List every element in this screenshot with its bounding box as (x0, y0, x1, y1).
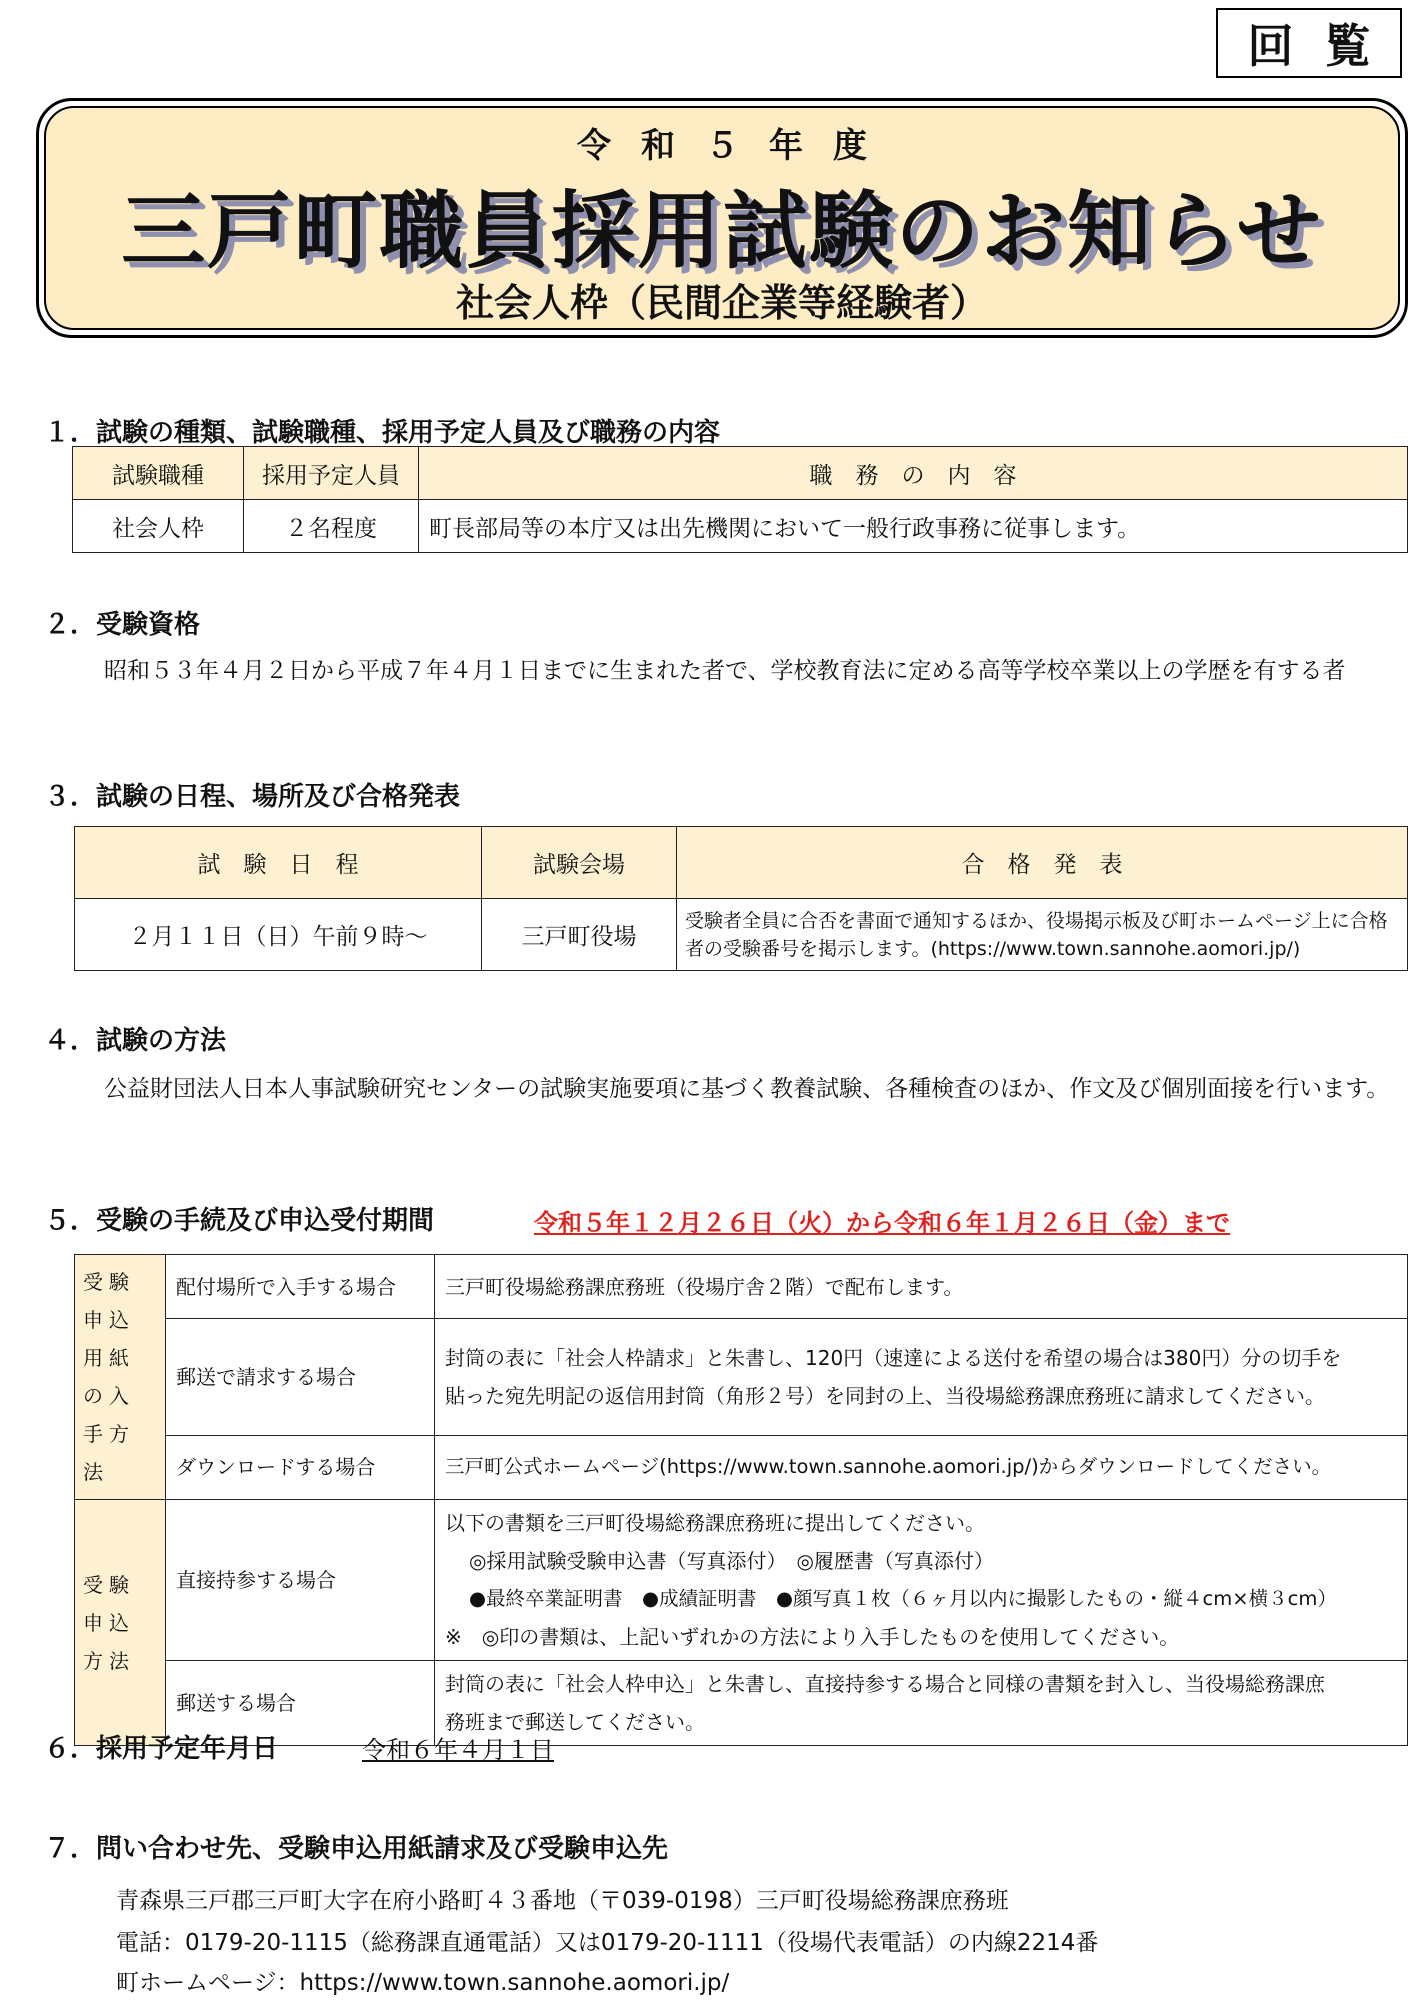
section5-table (74, 1254, 1408, 1746)
section4-text-block (80, 1070, 1410, 1108)
s3-cell-date: ２月１１日（日）午前９時～ (75, 899, 482, 971)
s5-group2-label: 受験申込方法 (75, 1500, 166, 1746)
s5-group1-label: 受験申込用紙の入手方法 (75, 1255, 166, 1500)
s5-r2-cell (435, 1319, 1408, 1435)
contact-address: 青森県三戸郡三戸町大字在府小路町４３番地（〒039-0198）三戸町役場総務課庶務班 (116, 1888, 1009, 1914)
s5-r4-line2: ◎採用試験受験申込書（写真添付） ◎履歴書（写真添付） (469, 1549, 994, 1573)
section4-heading: ４．試験の方法 (44, 1026, 227, 1056)
stamp-char-1: 回 (1247, 19, 1294, 73)
table-row (75, 1319, 1408, 1435)
section1-heading: １．試験の種類、試験職種、採用予定人員及び職務の内容 (44, 418, 721, 448)
application-period: 令和５年１２月２６日（火）から令和６年１月２６日（金）まで (534, 1209, 1230, 1237)
s5-r5-line1: 封筒の表に「社会人枠申込」と朱書し、直接持参する場合と同様の書類を封入し、当役場総務課庶 (445, 1672, 1325, 1696)
section2-heading: ２．受験資格 (44, 610, 201, 640)
employment-date: 令和６年４月１日 (362, 1736, 554, 1764)
circulation-stamp (1216, 8, 1402, 78)
s5-r1-label: 配付場所で入手する場合 (166, 1255, 435, 1319)
title-banner (36, 98, 1408, 338)
section2-text-block (80, 652, 1410, 690)
s5-r4-line1: 以下の書類を三戸町役場総務課庶務班に提出してください。 (445, 1511, 985, 1535)
s5-r4-line3: ●最終卒業証明書 ●成績証明書 ●顔写真１枚（６ヶ月以内に撮影したもの・縦４cm×横３cm） (469, 1587, 1337, 1610)
s5-r3-text: 三戸町公式ホームページ(https://www.town.sannohe.aomori.jp/)からダウンロードしてください。 (435, 1435, 1408, 1499)
s5-r5-label: 郵送する場合 (166, 1661, 435, 1746)
s1-header-type: 試験職種 (73, 447, 244, 500)
s3-header-result: 合 格 発 表 (677, 827, 1408, 899)
s1-header-count: 採用予定人員 (244, 447, 419, 500)
banner-title: 三戸町職員採用試験のお知らせ (121, 182, 1323, 280)
s5-r5-line2: 務班まで郵送してください。 (445, 1710, 705, 1734)
title-banner-inner (44, 106, 1400, 330)
s3-cell-result: 受験者全員に合否を書面で通知するほか、役場掲示板及び町ホームページ上に合格者の受験番号を掲示します。(https://www.town.sannohe.aomori.jp/) (677, 899, 1408, 971)
stamp-char-2: 覧 (1324, 19, 1371, 73)
contact-web: 町ホームページ：https://www.town.sannohe.aomori.jp/ (116, 1970, 730, 1996)
s1-cell-count: ２名程度 (244, 500, 419, 553)
s3-header-venue: 試験会場 (482, 827, 677, 899)
section7-heading: ７．問い合わせ先、受験申込用紙請求及び受験申込先 (44, 1834, 669, 1864)
section2-text: 昭和５３年４月２日から平成７年４月１日までに生まれた者で、学校教育法に定める高等学校卒業以上の学歴を有する者 (104, 658, 1346, 684)
s3-header-date: 試 験 日 程 (75, 827, 482, 899)
section3-table (74, 826, 1408, 971)
section1-table (72, 446, 1408, 553)
table-row (73, 500, 1408, 553)
section4-text: 公益財団法人日本人事試験研究センターの試験実施要項に基づく教養試験、各種検査のほか、作文及び個別面接を行います。 (104, 1076, 1390, 1102)
section6-heading: ６．採用予定年月日 (44, 1734, 279, 1764)
s5-r5-cell (435, 1661, 1408, 1746)
table-row (75, 899, 1408, 971)
s1-cell-type: 社会人枠 (73, 500, 244, 553)
section3-heading: ３．試験の日程、場所及び合格発表 (44, 782, 461, 812)
banner-era: 令和５年度 (577, 126, 897, 166)
s5-r4-line4: ※ ◎印の書類は、上記いずれかの方法により入手したものを使用してください。 (445, 1625, 1180, 1649)
s5-r4-cell (435, 1500, 1408, 1661)
table-row (75, 1255, 1408, 1319)
s1-header-duty: 職 務 の 内 容 (419, 447, 1408, 500)
section5-heading: ５．受験の手続及び申込受付期間 (44, 1206, 435, 1236)
s5-r3-label: ダウンロードする場合 (166, 1435, 435, 1499)
s3-cell-venue: 三戸町役場 (482, 899, 677, 971)
table-row (75, 1500, 1408, 1661)
s1-cell-duty: 町長部局等の本庁又は出先機関において一般行政事務に従事します。 (419, 500, 1408, 553)
contact-phone: 電話：0179-20-1115（総務課直通電話）又は0179-20-1111（役場代表電話）の内線2214番 (116, 1930, 1099, 1956)
section1-header-row (73, 447, 1408, 500)
s5-r2-label: 郵送で請求する場合 (166, 1319, 435, 1435)
section3-header-row (75, 827, 1408, 899)
banner-subtitle: 社会人枠（民間企業等経験者） (455, 281, 988, 325)
s5-r2-line2: 貼った宛先明記の返信用封筒（角形２号）を同封の上、当役場総務課庶務班に請求してください。 (445, 1383, 1325, 1408)
s5-r2-line1: 封筒の表に「社会人枠請求」と朱書し、120円（速達による送付を希望の場合は380円）分の切手を (445, 1345, 1342, 1370)
s5-r1-text: 三戸町役場総務課庶務班（役場庁舎２階）で配布します。 (435, 1255, 1408, 1319)
s5-r4-label: 直接持参する場合 (166, 1500, 435, 1661)
table-row (75, 1435, 1408, 1499)
